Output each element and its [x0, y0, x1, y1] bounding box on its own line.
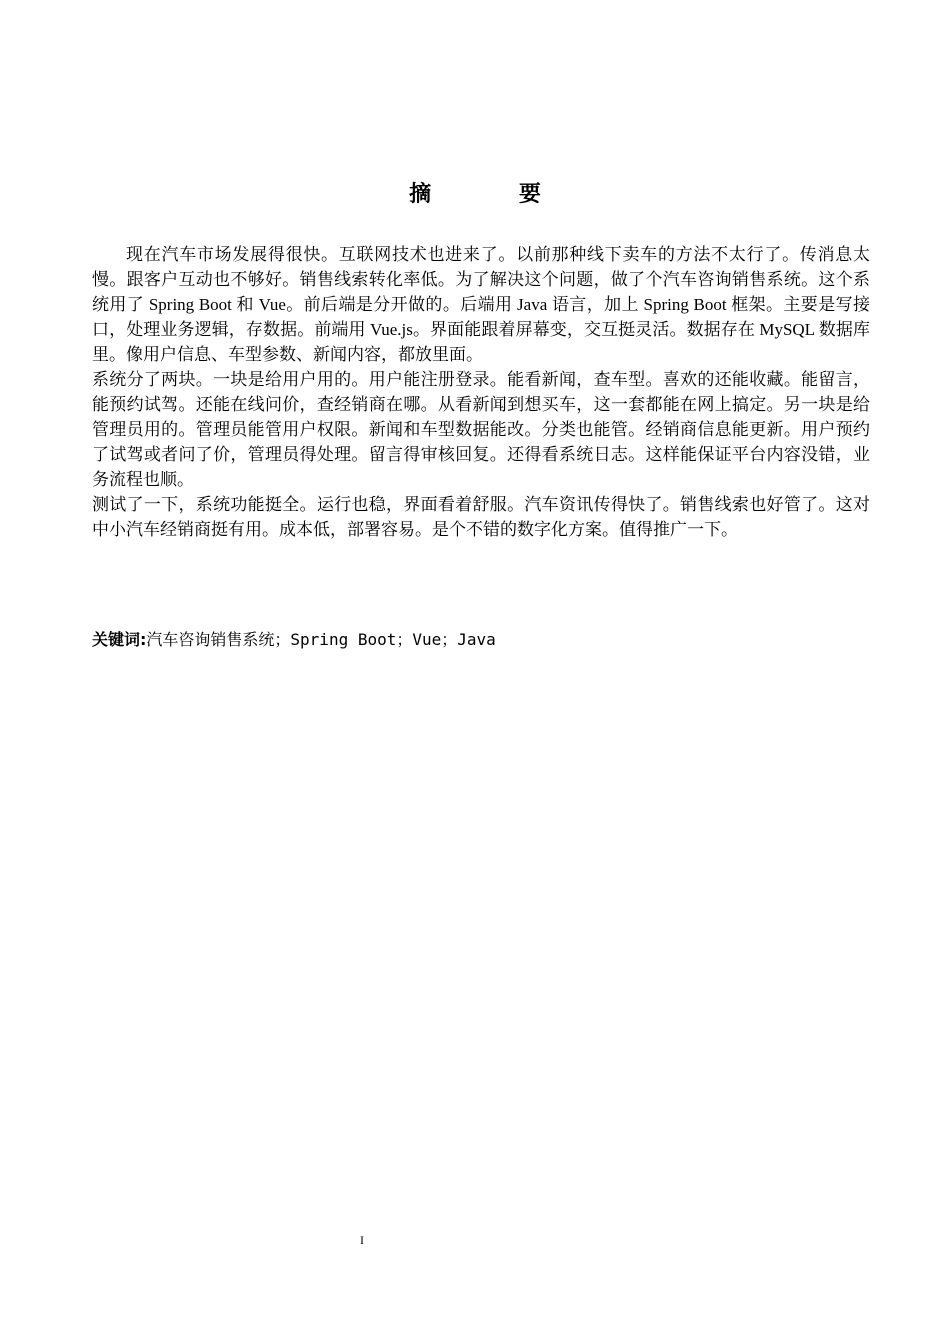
- abstract-body: [92, 242, 870, 542]
- keywords-line: [92, 627, 870, 652]
- abstract-paragraph-2: 系统分了两块。一块是给用户用的。用户能注册登录。能看新闻，查车型。喜欢的还能收藏。能留言，能预约试驾。还能在线问价，查经销商在哪。从看新闻到想买车，这一套都能在网上搞定。另一块是给管理员用的。管理员能管用户权限。新闻和车型数据能改。分类也能管。经销商信息能更新。用户预约了试驾或者问了价，管理员得处理。留言得审核回复。还得看系统日志。这样能保证平台内容没错，业务流程也顺。: [92, 370, 870, 489]
- abstract-title: 摘 要: [409, 182, 581, 207]
- keywords-label: 关键词:: [92, 630, 147, 649]
- abstract-paragraph-1: 现在汽车市场发展得很快。互联网技术也进来了。以前那种线下卖车的方法不太行了。传消息太慢。跟客户互动也不够好。销售线索转化率低。为了解决这个问题，做了个汽车咨询销售系统。这个系统用了 Spring Boot 和 Vue。前后端是分开做的。后端用 Java 语言，加上 Spring Boot 框架。主要是写接口，处理业务逻辑，存数据。前端用 Vue.js。界面能跟着屏幕变，交互挺灵活。数据存在 MySQL 数据库里。像用户信息、车型参数、新闻内容，都放里面。: [92, 245, 870, 364]
- page-number: I: [360, 1233, 364, 1247]
- keywords-value: 汽车咨询销售系统；Spring Boot；Vue；Java: [146, 630, 496, 649]
- abstract-paragraph-3: 测试了一下，系统功能挺全。运行也稳，界面看着舒服。汽车资讯传得快了。销售线索也好管了。这对中小汽车经销商挺有用。成本低，部署容易。是个不错的数字化方案。值得推广一下。: [92, 495, 870, 539]
